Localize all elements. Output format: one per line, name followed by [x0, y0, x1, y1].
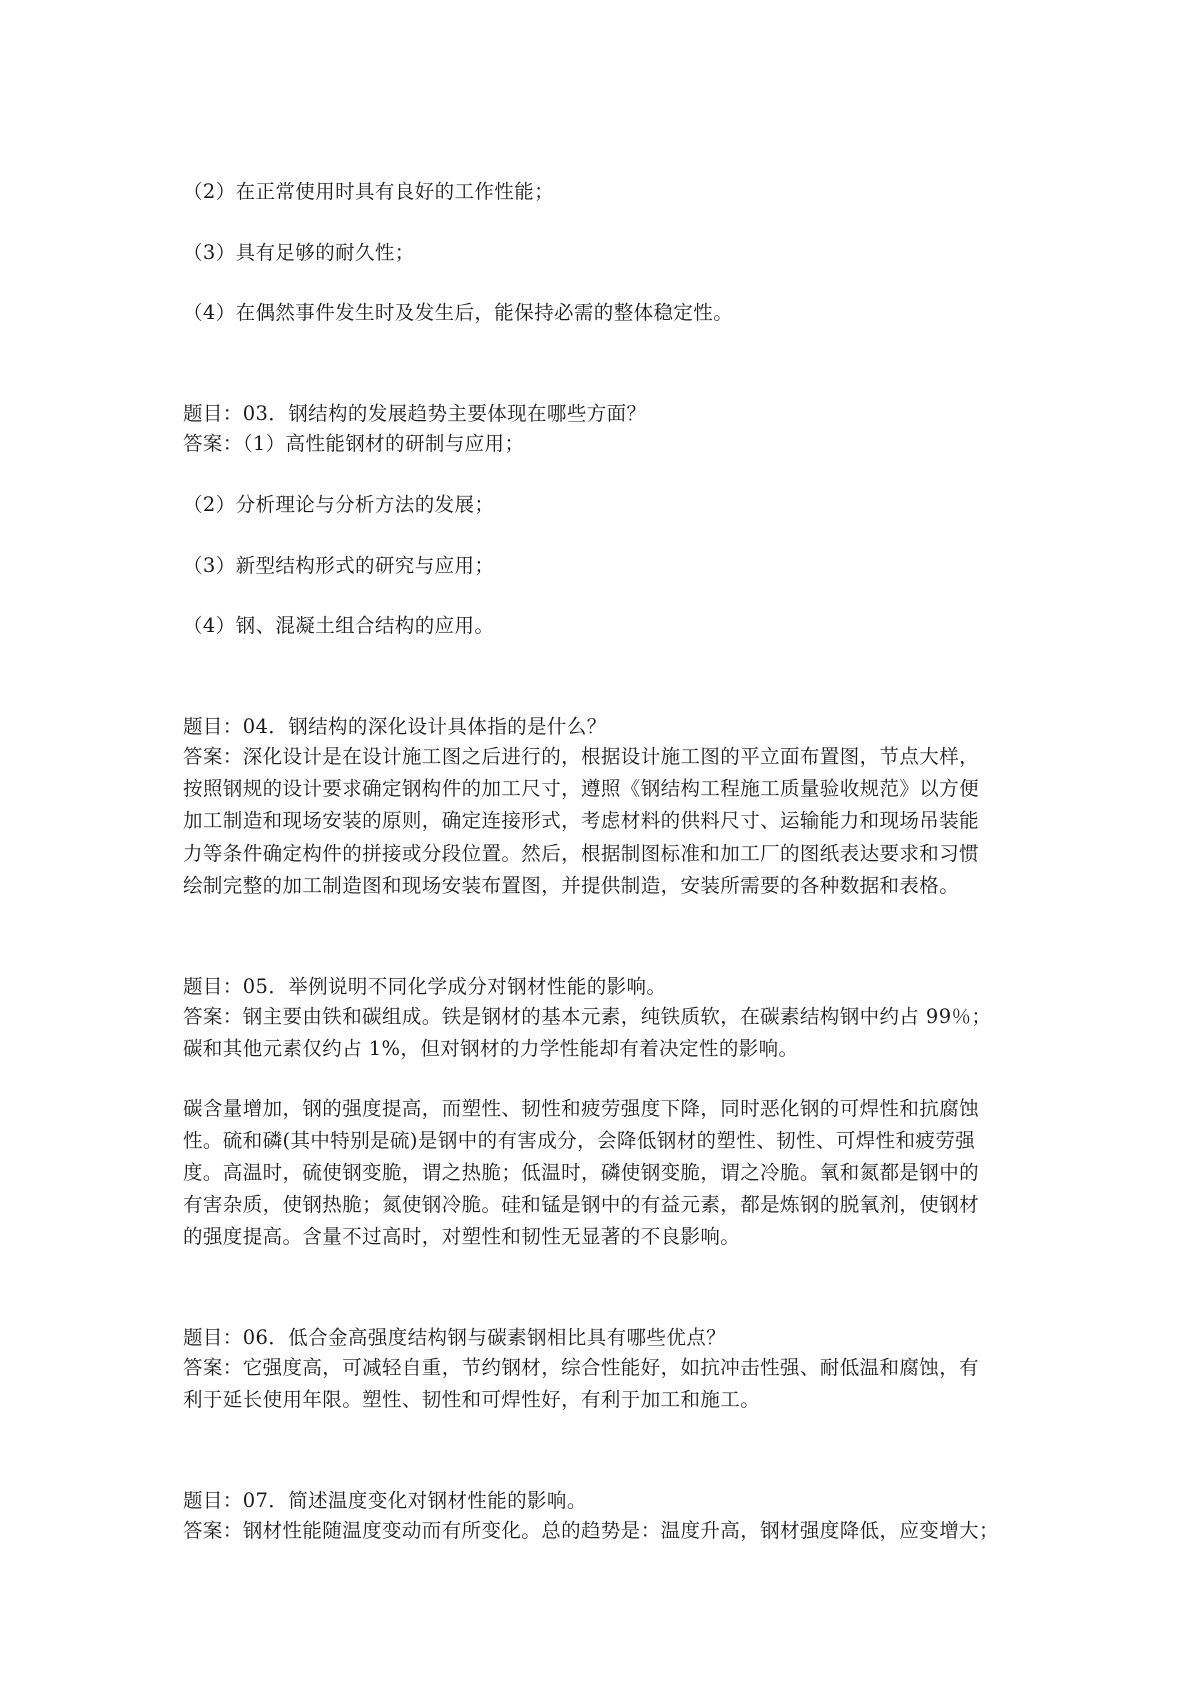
list-item: （2）在正常使用时具有良好的工作性能； [183, 180, 555, 203]
answer-line: 答案：（1）高性能钢材的研制与应用； [183, 432, 525, 455]
paragraph-line: 有害杂质，使钢热脆；氮使钢冷脆。硅和锰是钢中的有益元素，都是炼钢的脱氧剂，使钢材 [183, 1193, 980, 1216]
paragraph-line: 性。硫和磷(其中特别是硫)是钢中的有害成分，会降低钢材的塑性、韧性、可焊性和疲劳强 [183, 1129, 976, 1152]
list-item: （3）新型结构形式的研究与应用； [183, 554, 495, 577]
answer-line: 力等条件确定构件的拼接或分段位置。然后，根据制图标准和加工厂的图纸表达要求和习惯 [183, 842, 980, 865]
answer-line: 绘制完整的加工制造图和现场安装布置图，并提供制造，安装所需要的各种数据和表格。 [183, 874, 960, 897]
answer-line: 答案：钢材性能随温度变动而有所变化。总的趋势是：温度升高，钢材强度降低，应变增大； [183, 1519, 999, 1542]
answer-line: 碳和其他元素仅约占 1%，但对钢材的力学性能却有着决定性的影响。 [183, 1037, 799, 1060]
answer-line: 答案：钢主要由铁和碳组成。铁是钢材的基本元素，纯铁质软，在碳素结构钢中约占 99％； [183, 1005, 992, 1028]
answer-line: 按照钢规的设计要求确定钢构件的加工尺寸，遵照《钢结构工程施工质量验收规范》以方便 [183, 777, 980, 800]
list-item: （4）在偶然事件发生时及发生后，能保持必需的整体稳定性。 [183, 301, 734, 324]
list-item: （4）钢、混凝土组合结构的应用。 [183, 614, 495, 637]
question-heading: 题目：04．钢结构的深化设计具体指的是什么？ [183, 715, 607, 738]
question-heading: 题目：05．举例说明不同化学成分对钢材性能的影响。 [183, 975, 667, 998]
paragraph-line: 度。高温时，硫使钢变脆，谓之热脆；低温时，磷使钢变脆，谓之冷脆。氧和氮都是钢中的 [183, 1161, 980, 1184]
answer-line: 利于延长使用年限。塑性、韧性和可焊性好，有利于加工和施工。 [183, 1388, 761, 1411]
answer-line: 答案：深化设计是在设计施工图之后进行的，根据设计施工图的平立面布置图，节点大样， [183, 745, 980, 768]
question-heading: 题目：07．简述温度变化对钢材性能的影响。 [183, 1489, 587, 1512]
answer-line: 加工制造和现场安装的原则，确定连接形式，考虑材料的供料尺寸、运输能力和现场吊装能 [183, 809, 980, 832]
paragraph-line: 碳含量增加，钢的强度提高，而塑性、韧性和疲劳强度下降，同时恶化钢的可焊性和抗腐蚀 [183, 1097, 980, 1120]
question-heading: 题目：06．低合金高强度结构钢与碳素钢相比具有哪些优点？ [183, 1326, 727, 1349]
question-heading: 题目：03．钢结构的发展趋势主要体现在哪些方面？ [183, 402, 647, 425]
answer-line: 答案：它强度高，可减轻自重，节约钢材，综合性能好，如抗冲击性强、耐低温和腐蚀，有 [183, 1356, 980, 1379]
list-item: （3）具有足够的耐久性； [183, 241, 415, 264]
paragraph-line: 的强度提高。含量不过高时，对塑性和韧性无显著的不良影响。 [183, 1225, 741, 1248]
list-item: （2）分析理论与分析方法的发展； [183, 493, 495, 516]
